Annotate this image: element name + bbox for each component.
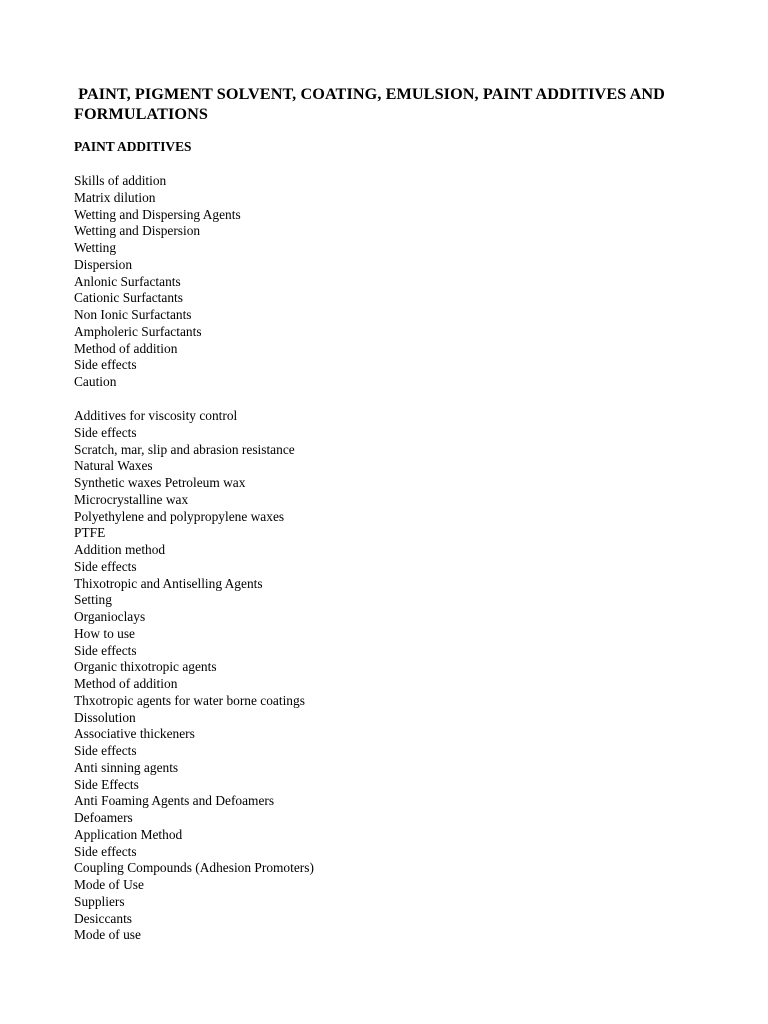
list-item: Ampholeric Surfactants	[74, 323, 202, 339]
list-item: Addition method	[74, 542, 166, 557]
list-item: Side effects	[74, 642, 137, 658]
list-item: Side effects	[74, 558, 137, 574]
list-item: Polyethylene and polypropylene waxes	[74, 508, 285, 524]
list-item: Side effects	[74, 743, 137, 758]
list-item: Dissolution	[74, 709, 136, 725]
list-item: Coupling Compounds (Adhesion Promoters)	[74, 860, 314, 876]
list-item: Side Effects	[74, 776, 139, 792]
list-item: Defoamers	[74, 810, 133, 825]
list-item: Side effects	[74, 357, 137, 373]
list-item: Side effects	[74, 424, 137, 440]
list-item: Scratch, mar, slip and abrasion resistance	[74, 441, 295, 457]
list-item: Caution	[74, 374, 117, 389]
additives-list-part-one	[74, 173, 241, 391]
list-item: Suppliers	[74, 893, 125, 909]
list-item: Synthetic waxes Petroleum wax	[74, 475, 246, 490]
list-item: Setting	[74, 592, 112, 608]
list-item: Dispersion	[74, 256, 133, 272]
list-item: Wetting	[74, 240, 117, 255]
list-item: Wetting and Dispersing Agents	[74, 206, 241, 222]
list-item: Organic thixotropic agents	[74, 659, 217, 675]
section-heading-paint-additives: PAINT ADDITIVES	[74, 139, 192, 154]
list-item: Thixotropic and Antiselling Agents	[74, 575, 263, 591]
list-item: Desiccants	[74, 910, 133, 926]
list-item: Associative thickeners	[74, 726, 195, 742]
list-item: Non Ionic Surfactants	[74, 307, 192, 322]
list-item: Mode of use	[74, 927, 141, 943]
list-item: Method of addition	[74, 340, 178, 356]
list-item: Application Method	[74, 826, 183, 842]
list-item: Mode of Use	[74, 877, 144, 892]
list-item: Anti Foaming Agents and Defoamers	[74, 793, 275, 809]
list-item: Side effects	[74, 843, 137, 859]
additives-list-part-two	[74, 408, 314, 944]
document-title: PAINT, PIGMENT SOLVENT, COATING, EMULSION, PAINT ADDITIVES AND FORMULATIONS	[74, 85, 670, 123]
list-item: Skills of addition	[74, 173, 167, 188]
list-item: Method of addition	[74, 676, 178, 691]
list-item: Cationic Surfactants	[74, 290, 183, 306]
list-item: Natural Waxes	[74, 458, 153, 474]
list-item: Wetting and Dispersion	[74, 223, 201, 239]
list-item: Anlonic Surfactants	[74, 273, 181, 289]
list-item: PTFE	[74, 525, 106, 541]
list-item: Matrix dilution	[74, 189, 156, 205]
list-item: Additives for viscosity control	[74, 408, 238, 423]
list-item: How to use	[74, 625, 135, 641]
list-item: Microcrystalline wax	[74, 491, 189, 507]
list-item: Organioclays	[74, 609, 146, 624]
list-item: Anti sinning agents	[74, 759, 179, 775]
list-item: Thxotropic agents for water borne coatings	[74, 692, 305, 708]
